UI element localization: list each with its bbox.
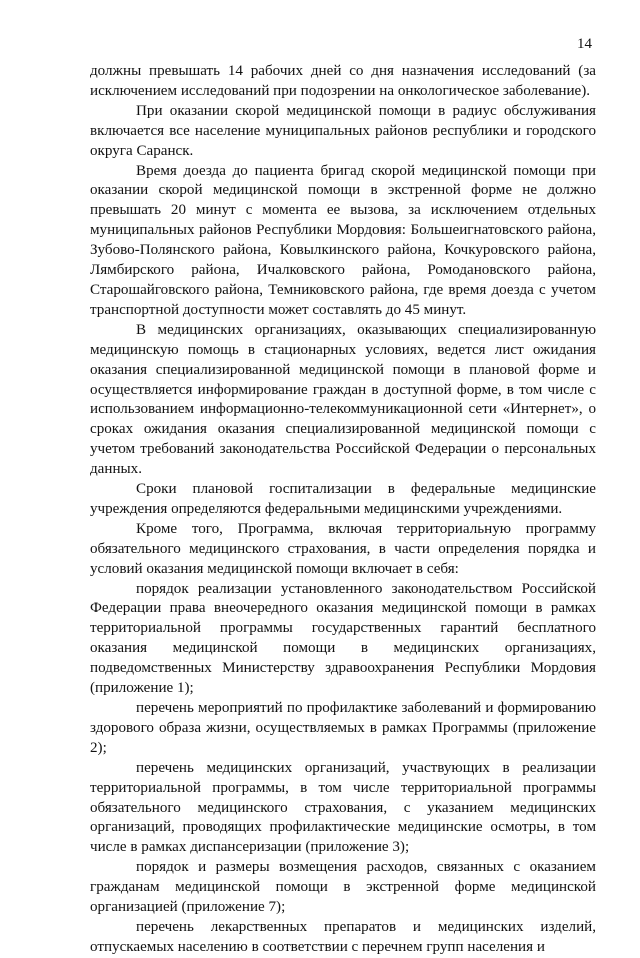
paragraph-ambulance-service-radius: При оказании скорой медицинской помощи в радиус обслуживания включается все население муниципальных районов республики и городского округа Саранск. [90, 102, 596, 159]
page-number: 14 [577, 36, 592, 52]
document-body [90, 62, 596, 958]
list-item-medical-organizations: перечень медицинских организаций, участвующих в реализации территориальной программы, в том числе территориальной программы обязательного медицинского страхования, с указанием медицинских организаций, проводящих профилактические медицинские осмотры, в том числе в рамках диспансеризации (приложение 3); [90, 759, 596, 856]
list-item-priority-care-procedure: порядок реализации установленного законодательством Российской Федерации права внеочередного оказания медицинской помощи в рамках территориальной программы государственных гарантий бесплатного оказания медицинской помощи в медицинских организациях, подведомственных Министерству здравоохранения Республики Мордовия (приложение 1); [90, 580, 596, 697]
paragraph-waiting-list: В медицинских организациях, оказывающих специализированную медицинскую помощь в стационарных условиях, ведется лист ожидания оказания специализированной медицинской помощи в плановой форме и осуществляется информирование граждан в доступной форме, в том числе с использованием информационно-телекоммуникационной сети «Интернет», о сроках ожидания оказания специализированной медицинской помощи с учетом требований законодательства Российской Федерации о персональных данных. [90, 321, 596, 478]
paragraph-planned-hospitalization: Сроки плановой госпитализации в федеральные медицинские учреждения определяются федеральными медицинскими учреждениями. [90, 481, 596, 517]
list-item-emergency-expense-reimbursement: порядок и размеры возмещения расходов, связанных с оказанием гражданам медицинской помощи в экстренной форме медицинской организацией (приложение 7); [90, 859, 596, 916]
list-item-prevention-measures: перечень мероприятий по профилактике заболеваний и формированию здорового образа жизни, осуществляемых в рамках Программы (приложение 2); [90, 700, 596, 756]
paragraph-continuation: должны превышать 14 рабочих дней со дня назначения исследований (за исключением исследований при подозрении на онкологическое заболевание). [90, 63, 596, 99]
paragraph-ambulance-arrival-time: Время доезда до пациента бригад скорой медицинской помощи при оказании скорой медицинской помощи в экстренной форме не должно превышать 20 минут с момента ее вызова, за исключением отдельных муниципальных районов Республики Мордовия: Большеигнатовского района, Зубово-Полянского района, Ковылкинского района, Кочкуровского района, Лямбирского района, Ичалковского района, Ромодановского района, Старошайговского района, Темниковского района, где время доезда с учетом транспортной доступности может составлять до 45 минут. [90, 162, 596, 318]
list-item-drugs-and-devices: перечень лекарственных препаратов и медицинских изделий, отпускаемых населению в соответствии с перечнем групп населения и [90, 918, 596, 955]
paragraph-program-includes: Кроме того, Программа, включая территориальную программу обязательного медицинского страхования, в части определения порядка и условий оказания медицинской помощи включает в себя: [90, 520, 596, 577]
